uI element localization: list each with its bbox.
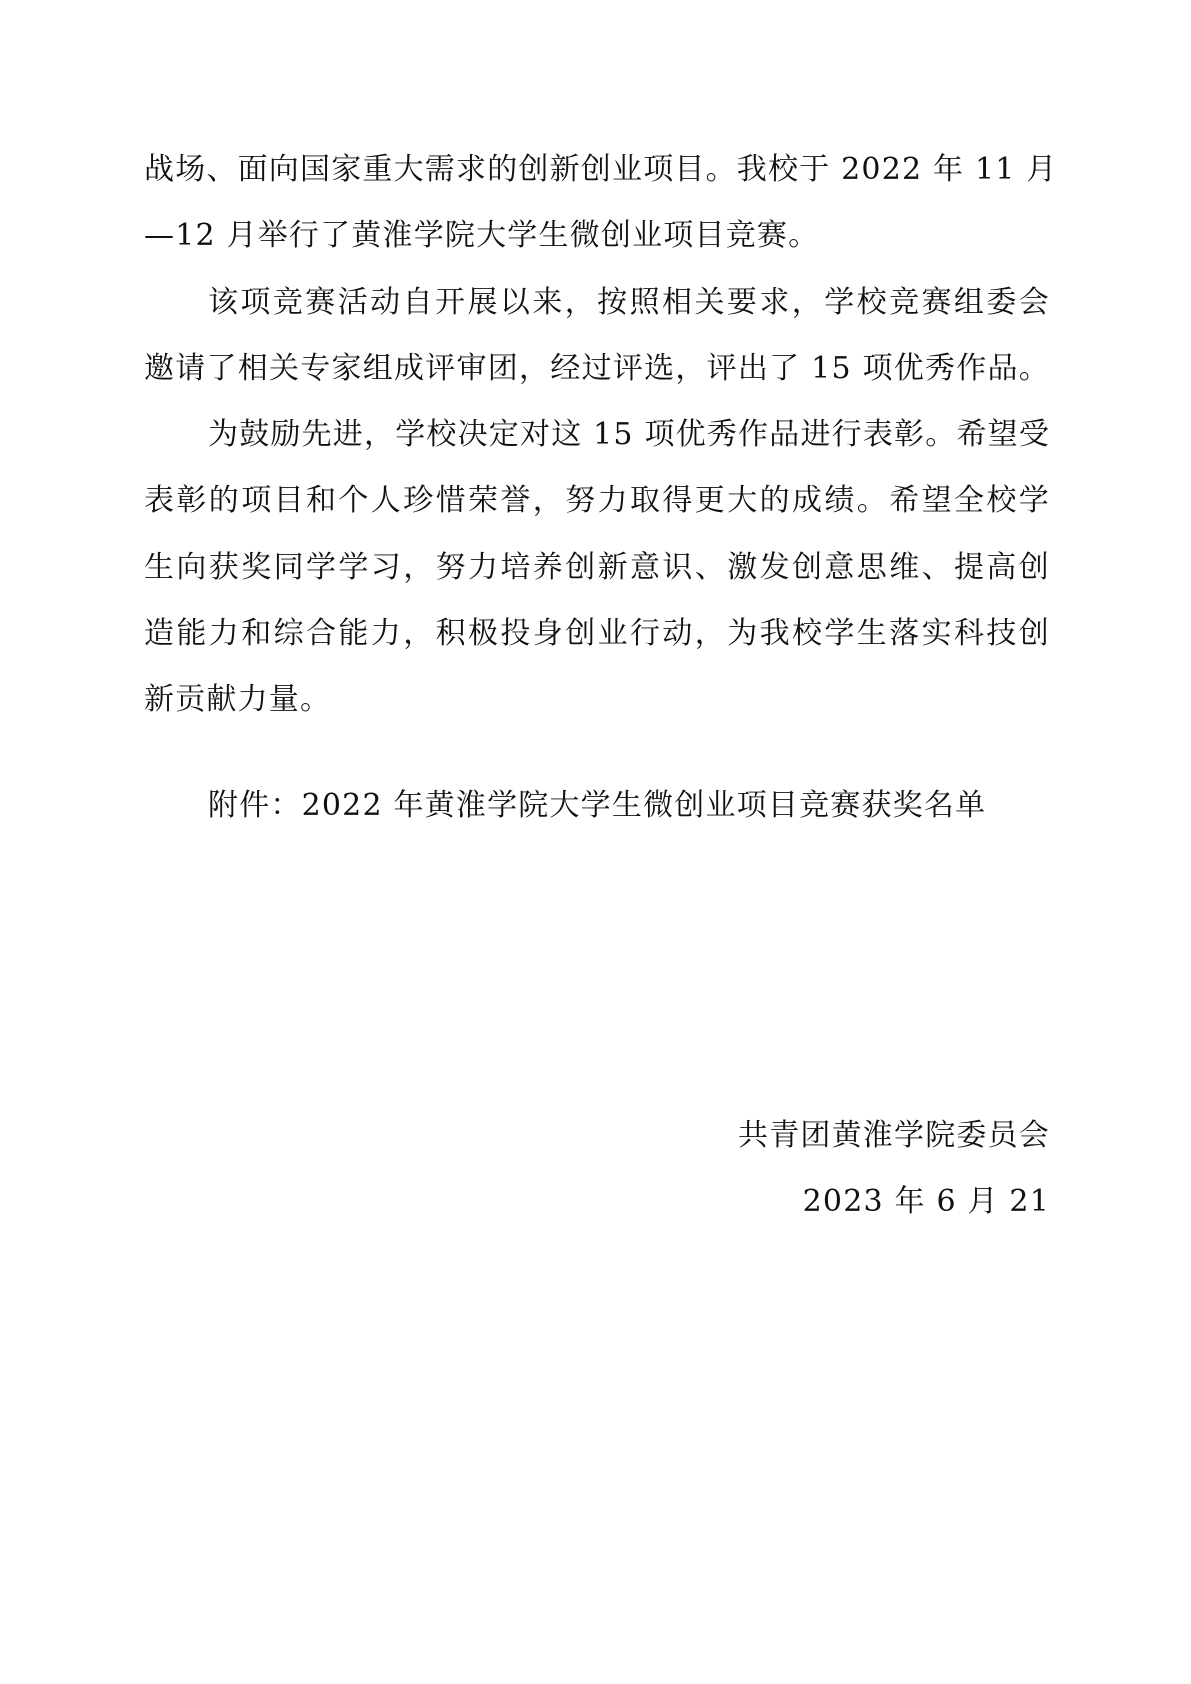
paragraph-2-line-2: 邀请了相关专家组成评审团，经过评选，评出了 15 项优秀作品。: [144, 351, 1050, 386]
signature-organization: 共青团黄淮学院委员会: [738, 1118, 1050, 1153]
paragraph-3-line-5: 新贡献力量。: [144, 682, 332, 717]
signature-date: 2023 年 6 月 21: [802, 1184, 1050, 1219]
attachment-line: 附件：2022 年黄淮学院大学生微创业项目竞赛获奖名单: [208, 788, 987, 823]
paragraph-3-line-3: 生向获奖同学学习，努力培养创新意识、激发创意思维、提高创: [144, 550, 1050, 585]
paragraph-1-line-1: 战场、面向国家重大需求的创新创业项目。我校于 2022 年 11 月: [144, 152, 1058, 187]
paragraph-3-line-2: 表彰的项目和个人珍惜荣誉，努力取得更大的成绩。希望全校学: [144, 483, 1050, 518]
paragraph-3-line-4: 造能力和综合能力，积极投身创业行动，为我校学生落实科技创: [144, 616, 1050, 651]
paragraph-3-line-1: 为鼓励先进，学校决定对这 15 项优秀作品进行表彰。希望受: [208, 417, 1051, 452]
paragraph-1-line-2: —12 月举行了黄淮学院大学生微创业项目竞赛。: [144, 218, 820, 253]
paragraph-2-line-1: 该项竞赛活动自开展以来，按照相关要求，学校竞赛组委会: [208, 285, 1050, 320]
